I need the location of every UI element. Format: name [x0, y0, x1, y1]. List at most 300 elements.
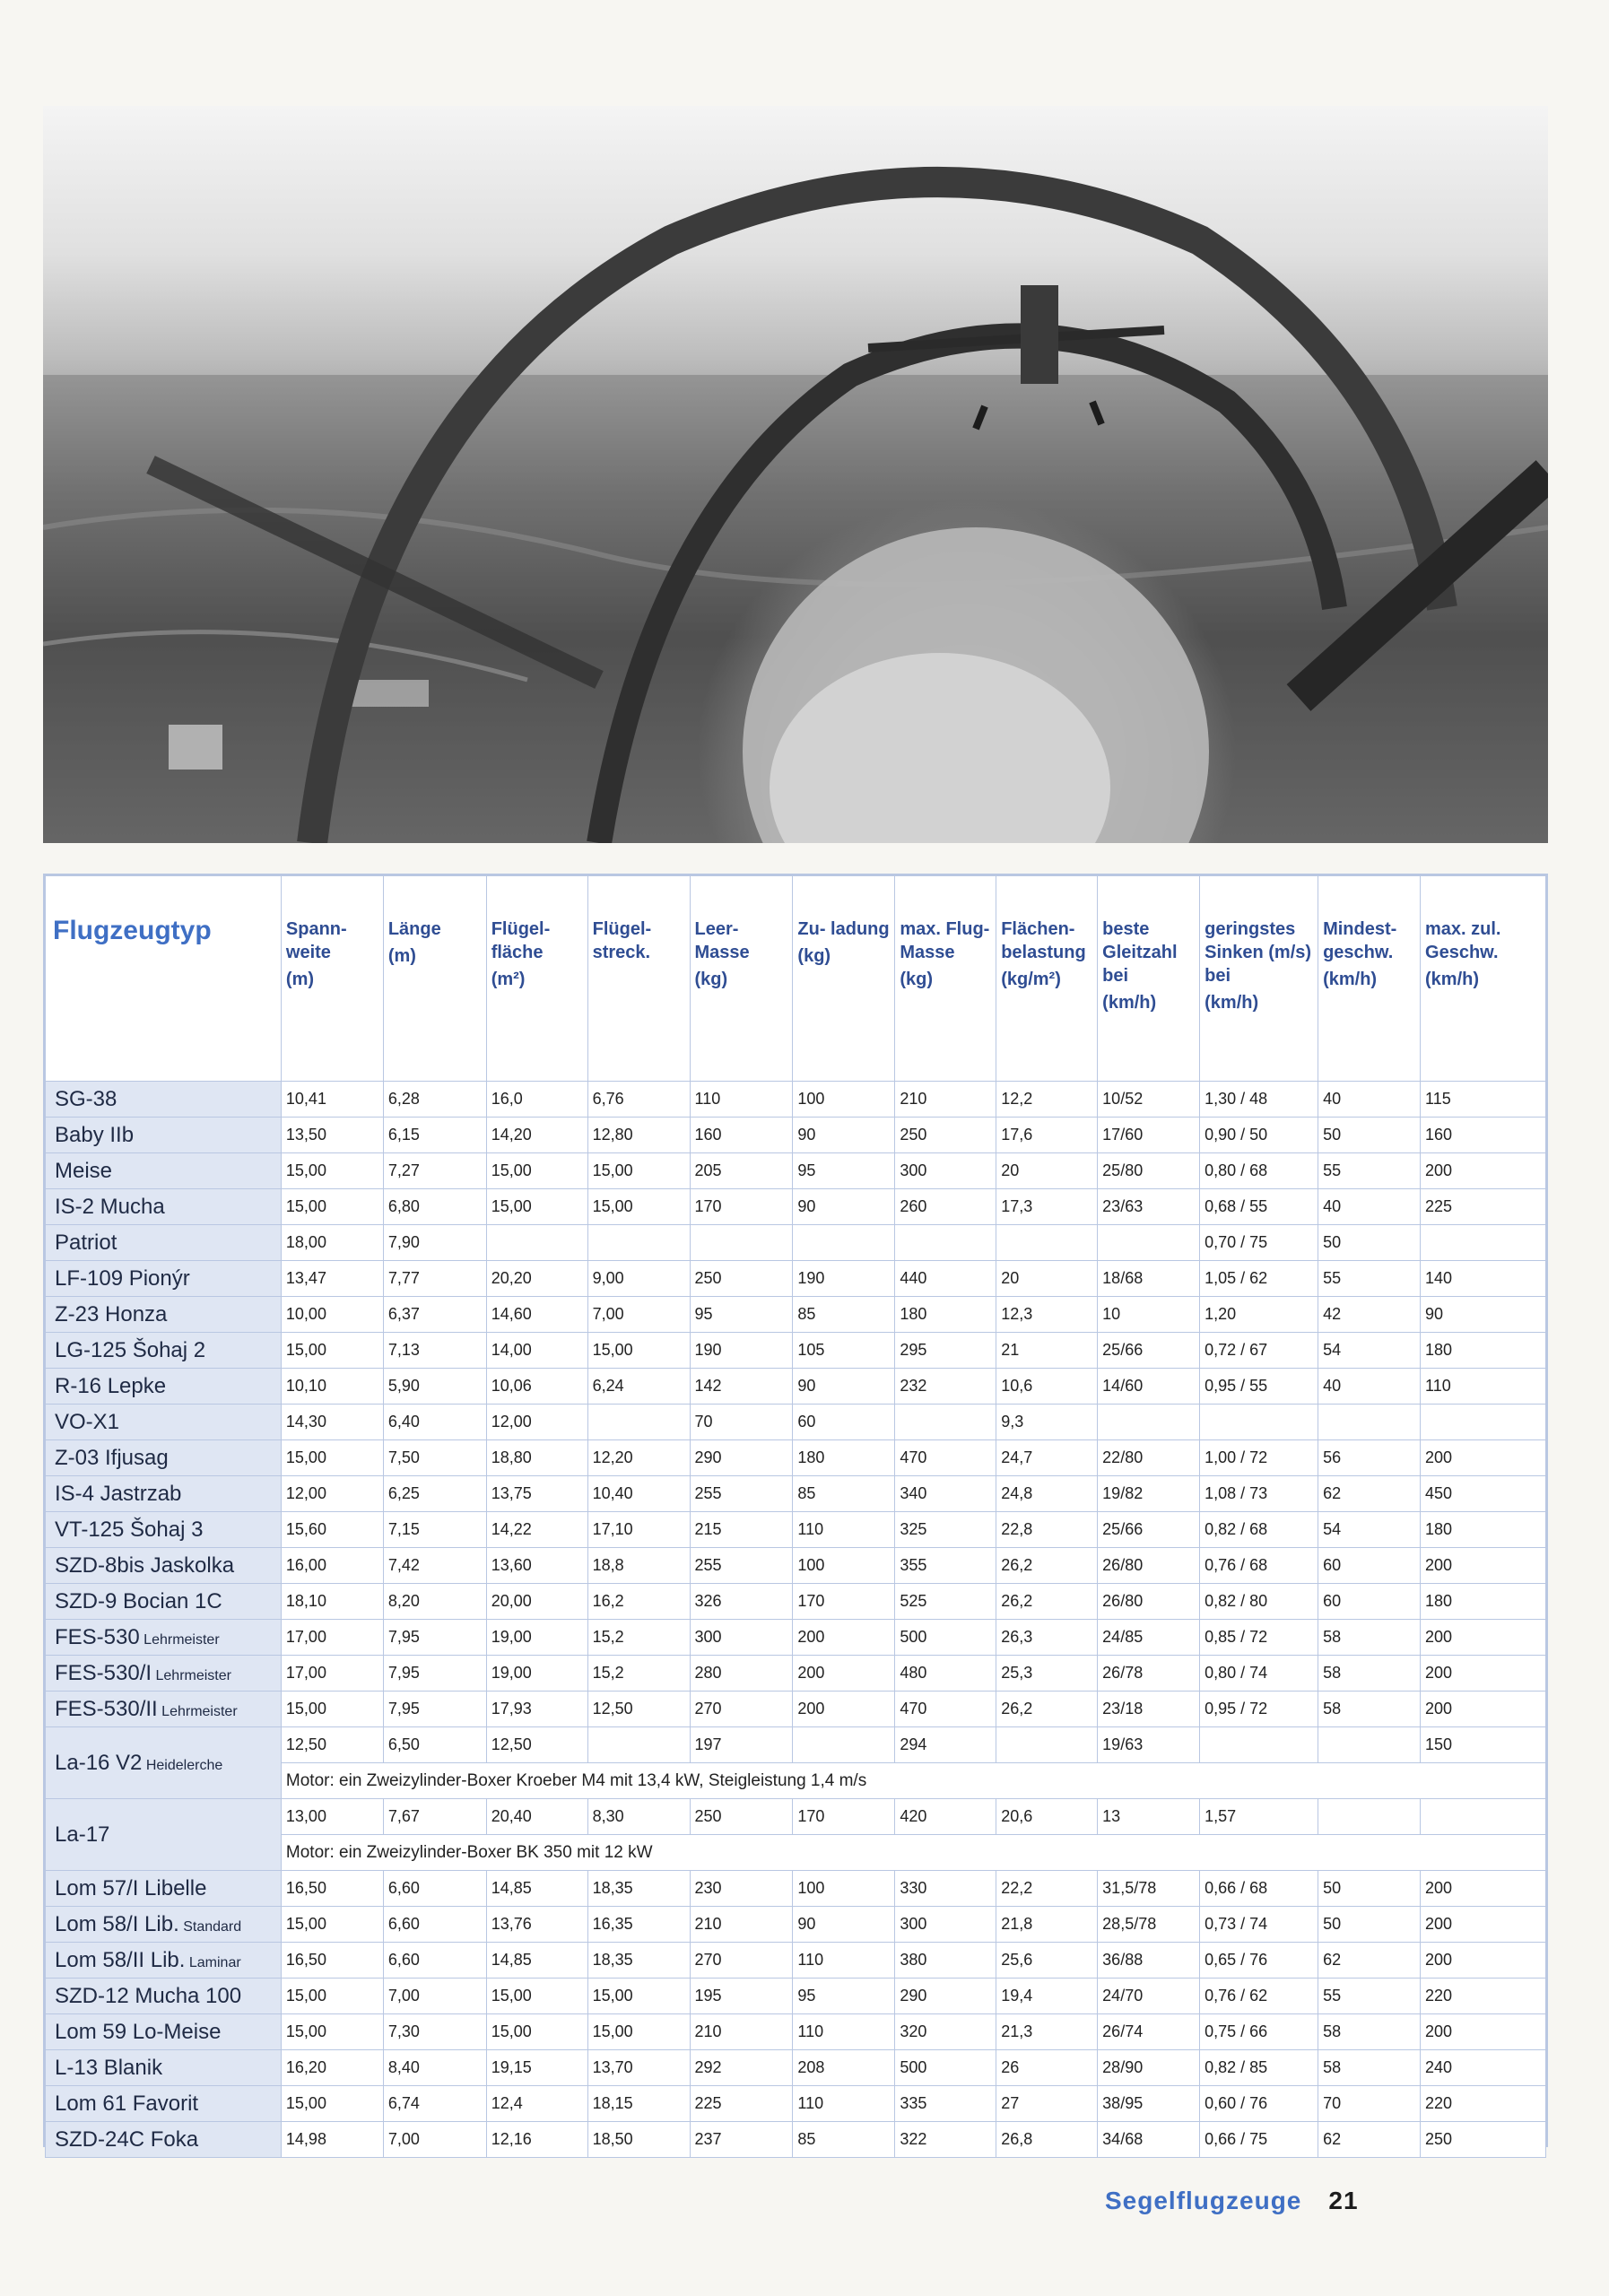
aircraft-type-cell — [46, 1620, 282, 1656]
table-cell: 0,68 / 55 — [1200, 1189, 1318, 1225]
table-cell: 18,8 — [587, 1548, 690, 1584]
aircraft-name: Lom 58/II Lib. — [55, 1947, 186, 1972]
table-cell: 25/66 — [1098, 1333, 1200, 1369]
table-cell: 15,2 — [587, 1656, 690, 1692]
table-cell: 170 — [793, 1584, 895, 1620]
aircraft-type-cell — [46, 1440, 282, 1476]
table-cell: 40 — [1318, 1369, 1421, 1405]
table-cell: 230 — [690, 1871, 793, 1907]
table-cell — [1318, 1405, 1421, 1440]
table-cell: 205 — [690, 1153, 793, 1189]
table-cell: 210 — [690, 1907, 793, 1943]
column-header — [1200, 876, 1318, 1082]
aircraft-name: Lom 57/I Libelle — [55, 1875, 207, 1900]
table-row — [46, 1189, 1546, 1225]
aircraft-variant: Standard — [178, 1918, 242, 1935]
table-cell: 19,4 — [996, 1979, 1098, 2014]
table-cell: 18,15 — [587, 2086, 690, 2122]
table-cell — [587, 1225, 690, 1261]
table-cell: 40 — [1318, 1082, 1421, 1118]
column-header — [1421, 876, 1546, 1082]
aircraft-name: Z-03 Ifjusag — [55, 1445, 169, 1470]
table-cell: 190 — [690, 1333, 793, 1369]
column-header — [486, 876, 587, 1082]
table-cell: 225 — [690, 2086, 793, 2122]
table-cell: 15,00 — [281, 2014, 383, 2050]
table-cell: 215 — [690, 1512, 793, 1548]
column-header-label: Mindest- geschw. — [1323, 919, 1397, 962]
table-cell: 220 — [1421, 2086, 1546, 2122]
aircraft-variant: Lehrmeister — [152, 1667, 231, 1683]
aircraft-type-cell — [46, 1405, 282, 1440]
table-cell: 210 — [895, 1082, 996, 1118]
table-cell: 290 — [690, 1440, 793, 1476]
aircraft-name: SG-38 — [55, 1086, 117, 1111]
table-cell: 55 — [1318, 1979, 1421, 2014]
table-body — [46, 1082, 1546, 2158]
table-cell: 0,80 / 68 — [1200, 1153, 1318, 1189]
table-cell: 18,35 — [587, 1871, 690, 1907]
table-cell: 180 — [1421, 1512, 1546, 1548]
table-cell: 250 — [690, 1799, 793, 1835]
table-cell: 16,0 — [486, 1082, 587, 1118]
table-cell: 6,50 — [383, 1727, 486, 1763]
table-cell: 225 — [1421, 1189, 1546, 1225]
table-cell: 232 — [895, 1369, 996, 1405]
aircraft-type-cell — [46, 1369, 282, 1405]
table-cell: 22/80 — [1098, 1440, 1200, 1476]
table-cell: 0,82 / 80 — [1200, 1584, 1318, 1620]
table-cell: 100 — [793, 1871, 895, 1907]
column-header-label: Flügel- streck. — [592, 919, 652, 962]
table-cell: 0,66 / 68 — [1200, 1871, 1318, 1907]
column-header-unit: (km/h) — [1102, 993, 1157, 1013]
column-header — [1098, 876, 1200, 1082]
table-cell — [1098, 1225, 1200, 1261]
table-cell: 21 — [996, 1333, 1098, 1369]
table-cell: 200 — [1421, 1871, 1546, 1907]
table-cell: 17/60 — [1098, 1118, 1200, 1153]
photo-illustration — [43, 106, 1548, 843]
table-cell: 20,6 — [996, 1799, 1098, 1835]
column-header-unit: (km/h) — [1425, 970, 1480, 989]
table-cell — [1318, 1799, 1421, 1835]
column-header-label: Leer- Masse — [694, 919, 750, 962]
aircraft-type-cell — [46, 1153, 282, 1189]
table-cell: 36/88 — [1098, 1943, 1200, 1979]
table-cell: 7,00 — [383, 2122, 486, 2158]
table-cell: 15,60 — [281, 1512, 383, 1548]
column-header — [46, 876, 282, 1082]
table-cell: 12,80 — [587, 1118, 690, 1153]
table-cell: 10,00 — [281, 1297, 383, 1333]
table-cell: 500 — [895, 1620, 996, 1656]
aircraft-name: L-13 Blanik — [55, 2055, 163, 2080]
aircraft-type-cell — [46, 2122, 282, 2158]
table-cell: 15,00 — [281, 1907, 383, 1943]
table-cell: 38/95 — [1098, 2086, 1200, 2122]
table-cell: 12,00 — [486, 1405, 587, 1440]
table-cell: 25/66 — [1098, 1512, 1200, 1548]
table-row — [46, 2014, 1546, 2050]
table-cell: 294 — [895, 1727, 996, 1763]
table-cell: 26,2 — [996, 1692, 1098, 1727]
column-header-unit: (m) — [387, 946, 416, 966]
table-cell — [587, 1727, 690, 1763]
table-cell: 13,60 — [486, 1548, 587, 1584]
table-cell: 0,95 / 55 — [1200, 1369, 1318, 1405]
table-cell: 22,2 — [996, 1871, 1098, 1907]
column-header-label: Spann- weite — [285, 919, 347, 962]
table-cell: 335 — [895, 2086, 996, 2122]
table-cell: 197 — [690, 1727, 793, 1763]
table-cell: 10,10 — [281, 1369, 383, 1405]
table-row — [46, 1871, 1546, 1907]
aircraft-name: Z-23 Honza — [55, 1301, 168, 1326]
table-cell: 58 — [1318, 1620, 1421, 1656]
table-cell: 290 — [895, 1979, 996, 2014]
table-cell: 27 — [996, 2086, 1098, 2122]
table-cell: 1,57 — [1200, 1799, 1318, 1835]
table-cell: 21,3 — [996, 2014, 1098, 2050]
table-cell: 26/80 — [1098, 1584, 1200, 1620]
table-row — [46, 1799, 1546, 1835]
table-cell: 180 — [1421, 1333, 1546, 1369]
table-row — [46, 1476, 1546, 1512]
table-cell: 26,2 — [996, 1548, 1098, 1584]
table-cell: 450 — [1421, 1476, 1546, 1512]
aircraft-type-cell — [46, 1584, 282, 1620]
aircraft-type-cell — [46, 1297, 282, 1333]
table-cell: 170 — [690, 1189, 793, 1225]
table-row — [46, 1082, 1546, 1118]
table-cell: 326 — [690, 1584, 793, 1620]
table-cell: 200 — [1421, 1692, 1546, 1727]
table-cell: 14,60 — [486, 1297, 587, 1333]
motor-note: Motor: ein Zweizylinder-Boxer Kroeber M4 mit 13,4 kW, Steigleistung 1,4 m/s — [281, 1763, 1545, 1799]
table-cell: 20,20 — [486, 1261, 587, 1297]
column-header — [383, 876, 486, 1082]
table-row — [46, 1620, 1546, 1656]
aircraft-name: LF-109 Pionýr — [55, 1265, 190, 1291]
table-cell: 270 — [690, 1692, 793, 1727]
table-cell: 50 — [1318, 1907, 1421, 1943]
table-cell: 6,80 — [383, 1189, 486, 1225]
table-cell: 90 — [793, 1369, 895, 1405]
table-cell: 14,00 — [486, 1333, 587, 1369]
table-cell: 270 — [690, 1943, 793, 1979]
table-cell: 18,50 — [587, 2122, 690, 2158]
table-cell: 0,75 / 66 — [1200, 2014, 1318, 2050]
table-cell — [587, 1405, 690, 1440]
table-cell: 0,76 / 62 — [1200, 1979, 1318, 2014]
table-cell: 16,50 — [281, 1871, 383, 1907]
table-cell: 18,10 — [281, 1584, 383, 1620]
table-cell: 140 — [1421, 1261, 1546, 1297]
table-cell: 110 — [690, 1082, 793, 1118]
aircraft-name: LG-125 Šohaj 2 — [55, 1337, 206, 1362]
table-cell: 150 — [1421, 1727, 1546, 1763]
table-cell: 7,30 — [383, 2014, 486, 2050]
aircraft-name: Baby IIb — [55, 1122, 135, 1147]
table-cell: 200 — [1421, 1620, 1546, 1656]
table-cell: 110 — [793, 2014, 895, 2050]
glider-view-photo — [43, 106, 1548, 843]
aircraft-variant: Laminar — [185, 1954, 241, 1970]
table-cell: 34/68 — [1098, 2122, 1200, 2158]
aircraft-type-cell — [46, 1476, 282, 1512]
table-cell: 15,00 — [587, 1189, 690, 1225]
table-cell: 322 — [895, 2122, 996, 2158]
table-cell: 58 — [1318, 1692, 1421, 1727]
table-cell: 55 — [1318, 1261, 1421, 1297]
table-cell: 250 — [895, 1118, 996, 1153]
table-cell: 160 — [1421, 1118, 1546, 1153]
table-cell: 180 — [1421, 1584, 1546, 1620]
table-cell: 10/52 — [1098, 1082, 1200, 1118]
table-cell — [793, 1727, 895, 1763]
table-cell: 70 — [690, 1405, 793, 1440]
table-cell: 14,20 — [486, 1118, 587, 1153]
aircraft-type-cell — [46, 2014, 282, 2050]
table-cell: 115 — [1421, 1082, 1546, 1118]
table-cell: 255 — [690, 1548, 793, 1584]
column-header-unit: (km/h) — [1323, 970, 1378, 989]
table-cell: 54 — [1318, 1333, 1421, 1369]
table-row — [46, 1907, 1546, 1943]
aircraft-type-cell — [46, 1979, 282, 2014]
table-cell: 13,47 — [281, 1261, 383, 1297]
aircraft-type-cell — [46, 1333, 282, 1369]
aircraft-type-cell — [46, 1118, 282, 1153]
table-cell: 10,06 — [486, 1369, 587, 1405]
table-cell: 40 — [1318, 1189, 1421, 1225]
table-cell: 15,00 — [486, 1979, 587, 2014]
table-cell: 380 — [895, 1943, 996, 1979]
table-cell: 200 — [1421, 2014, 1546, 2050]
table-cell: 70 — [1318, 2086, 1421, 2122]
table-cell: 0,73 / 74 — [1200, 1907, 1318, 1943]
aircraft-type-cell — [46, 1656, 282, 1692]
table-cell: 100 — [793, 1548, 895, 1584]
table-cell: 420 — [895, 1799, 996, 1835]
table-cell: 15,00 — [486, 1153, 587, 1189]
table-cell: 14,85 — [486, 1871, 587, 1907]
aircraft-name: SZD-9 Bocian 1C — [55, 1588, 222, 1613]
table-cell: 23/18 — [1098, 1692, 1200, 1727]
table-cell: 0,65 / 76 — [1200, 1943, 1318, 1979]
table-cell: 15,00 — [281, 1692, 383, 1727]
table-cell: 0,60 / 76 — [1200, 2086, 1318, 2122]
table-cell: 25/80 — [1098, 1153, 1200, 1189]
table-cell: 13,50 — [281, 1118, 383, 1153]
page-number: 21 — [1328, 2187, 1359, 2214]
aircraft-type-cell — [46, 2086, 282, 2122]
column-header-label: Flügel- fläche — [491, 919, 551, 962]
table-cell: 28,5/78 — [1098, 1907, 1200, 1943]
table-cell: 18,35 — [587, 1943, 690, 1979]
table-cell: 60 — [1318, 1584, 1421, 1620]
table-cell: 292 — [690, 2050, 793, 2086]
table-cell: 180 — [895, 1297, 996, 1333]
table-cell: 17,3 — [996, 1189, 1098, 1225]
table-cell: 1,00 / 72 — [1200, 1440, 1318, 1476]
aircraft-name: Patriot — [55, 1230, 117, 1255]
column-header-unit: (kg) — [694, 970, 728, 989]
aircraft-name: VO-X1 — [55, 1409, 120, 1434]
table-cell: 470 — [895, 1692, 996, 1727]
table-cell: 26,8 — [996, 2122, 1098, 2158]
table-cell: 7,90 — [383, 1225, 486, 1261]
table-cell: 10,6 — [996, 1369, 1098, 1405]
table-cell: 26 — [996, 2050, 1098, 2086]
aircraft-name: R-16 Lepke — [55, 1373, 167, 1398]
table-cell: 190 — [793, 1261, 895, 1297]
table-cell: 31,5/78 — [1098, 1871, 1200, 1907]
table-row — [46, 1943, 1546, 1979]
table-cell: 6,60 — [383, 1943, 486, 1979]
table-cell: 320 — [895, 2014, 996, 2050]
table-cell: 440 — [895, 1261, 996, 1297]
table-cell: 9,00 — [587, 1261, 690, 1297]
table-row — [46, 2086, 1546, 2122]
aircraft-type-cell — [46, 1871, 282, 1907]
aircraft-type-cell — [46, 1799, 282, 1871]
table-cell: 200 — [1421, 1548, 1546, 1584]
table-cell: 15,00 — [281, 1440, 383, 1476]
table-cell: 25,6 — [996, 1943, 1098, 1979]
column-header-label: beste Gleitzahl bei — [1102, 919, 1178, 986]
aircraft-name: Meise — [55, 1158, 113, 1183]
table-cell: 24,8 — [996, 1476, 1098, 1512]
column-header — [281, 876, 383, 1082]
table-cell: 17,93 — [486, 1692, 587, 1727]
table-cell: 15,00 — [281, 1333, 383, 1369]
table-cell — [1200, 1405, 1318, 1440]
table-cell — [690, 1225, 793, 1261]
table-cell: 142 — [690, 1369, 793, 1405]
table-cell: 25,3 — [996, 1656, 1098, 1692]
table-cell: 10,40 — [587, 1476, 690, 1512]
table-cell: 18/68 — [1098, 1261, 1200, 1297]
table-cell: 295 — [895, 1333, 996, 1369]
table-row — [46, 1656, 1546, 1692]
table-cell: 6,60 — [383, 1907, 486, 1943]
table-cell: 0,90 / 50 — [1200, 1118, 1318, 1153]
table-cell: 26/78 — [1098, 1656, 1200, 1692]
table-cell: 0,80 / 74 — [1200, 1656, 1318, 1692]
aircraft-type-cell — [46, 1727, 282, 1799]
column-header-unit: (kg) — [797, 946, 831, 966]
table-cell: 15,2 — [587, 1620, 690, 1656]
table-cell: 340 — [895, 1476, 996, 1512]
aircraft-name: FES-530 — [55, 1624, 140, 1649]
table-cell: 26,3 — [996, 1620, 1098, 1656]
column-header-unit: (km/h) — [1205, 993, 1259, 1013]
table-cell: 260 — [895, 1189, 996, 1225]
column-header — [895, 876, 996, 1082]
table-cell: 16,20 — [281, 2050, 383, 2086]
table-cell: 6,76 — [587, 1082, 690, 1118]
table-cell: 23/63 — [1098, 1189, 1200, 1225]
table-row — [46, 1405, 1546, 1440]
table-cell: 6,28 — [383, 1082, 486, 1118]
aircraft-variant: Lehrmeister — [157, 1703, 238, 1719]
aircraft-type-cell — [46, 1512, 282, 1548]
table-cell: 9,3 — [996, 1405, 1098, 1440]
column-header — [1318, 876, 1421, 1082]
table-cell: 200 — [793, 1620, 895, 1656]
column-header-unit: (m²) — [491, 970, 526, 989]
table-cell: 15,00 — [587, 1979, 690, 2014]
table-cell: 170 — [793, 1799, 895, 1835]
table-cell: 17,10 — [587, 1512, 690, 1548]
table-cell — [996, 1225, 1098, 1261]
table-cell: 7,00 — [587, 1297, 690, 1333]
table-cell: 240 — [1421, 2050, 1546, 2086]
table-cell: 24/85 — [1098, 1620, 1200, 1656]
column-header-label: max. Flug- Masse — [900, 919, 990, 962]
table-cell: 7,95 — [383, 1620, 486, 1656]
table-cell: 15,00 — [587, 1153, 690, 1189]
table-cell: 18,80 — [486, 1440, 587, 1476]
table-cell: 220 — [1421, 1979, 1546, 2014]
table-cell: 60 — [793, 1405, 895, 1440]
table-cell: 210 — [690, 2014, 793, 2050]
column-header-label: geringstes Sinken (m/s) bei — [1205, 919, 1312, 986]
table-cell: 19/82 — [1098, 1476, 1200, 1512]
table-cell: 85 — [793, 2122, 895, 2158]
table-cell: 20,00 — [486, 1584, 587, 1620]
table-cell: 325 — [895, 1512, 996, 1548]
aircraft-name: IS-4 Jastrzab — [55, 1481, 182, 1506]
table-cell: 6,40 — [383, 1405, 486, 1440]
table-cell: 12,4 — [486, 2086, 587, 2122]
table-cell: 13,00 — [281, 1799, 383, 1835]
table-cell: 6,37 — [383, 1297, 486, 1333]
table-cell: 100 — [793, 1082, 895, 1118]
table-cell: 300 — [895, 1153, 996, 1189]
table-cell: 62 — [1318, 2122, 1421, 2158]
table-cell: 5,90 — [383, 1369, 486, 1405]
table-cell: 26,2 — [996, 1584, 1098, 1620]
table-cell: 12,00 — [281, 1476, 383, 1512]
column-header-label: Flächen- belastung — [1001, 919, 1086, 962]
table-cell: 16,00 — [281, 1548, 383, 1584]
aircraft-type-cell — [46, 1548, 282, 1584]
table-cell: 1,05 / 62 — [1200, 1261, 1318, 1297]
table-cell: 0,82 / 68 — [1200, 1512, 1318, 1548]
table-cell — [1421, 1405, 1546, 1440]
table-cell: 12,20 — [587, 1440, 690, 1476]
column-header-unit: (kg/m²) — [1001, 970, 1061, 989]
table-cell: 42 — [1318, 1297, 1421, 1333]
table-cell: 54 — [1318, 1512, 1421, 1548]
table-cell: 8,40 — [383, 2050, 486, 2086]
table-cell: 7,67 — [383, 1799, 486, 1835]
table-cell: 105 — [793, 1333, 895, 1369]
table-cell: 15,00 — [281, 1153, 383, 1189]
glider-data-table — [45, 875, 1546, 2158]
table-cell: 195 — [690, 1979, 793, 2014]
table-cell: 28/90 — [1098, 2050, 1200, 2086]
table-cell: 58 — [1318, 2014, 1421, 2050]
table-cell: 470 — [895, 1440, 996, 1476]
table-cell: 85 — [793, 1476, 895, 1512]
table-cell: 8,30 — [587, 1799, 690, 1835]
table-cell: 26/74 — [1098, 2014, 1200, 2050]
column-header — [996, 876, 1098, 1082]
